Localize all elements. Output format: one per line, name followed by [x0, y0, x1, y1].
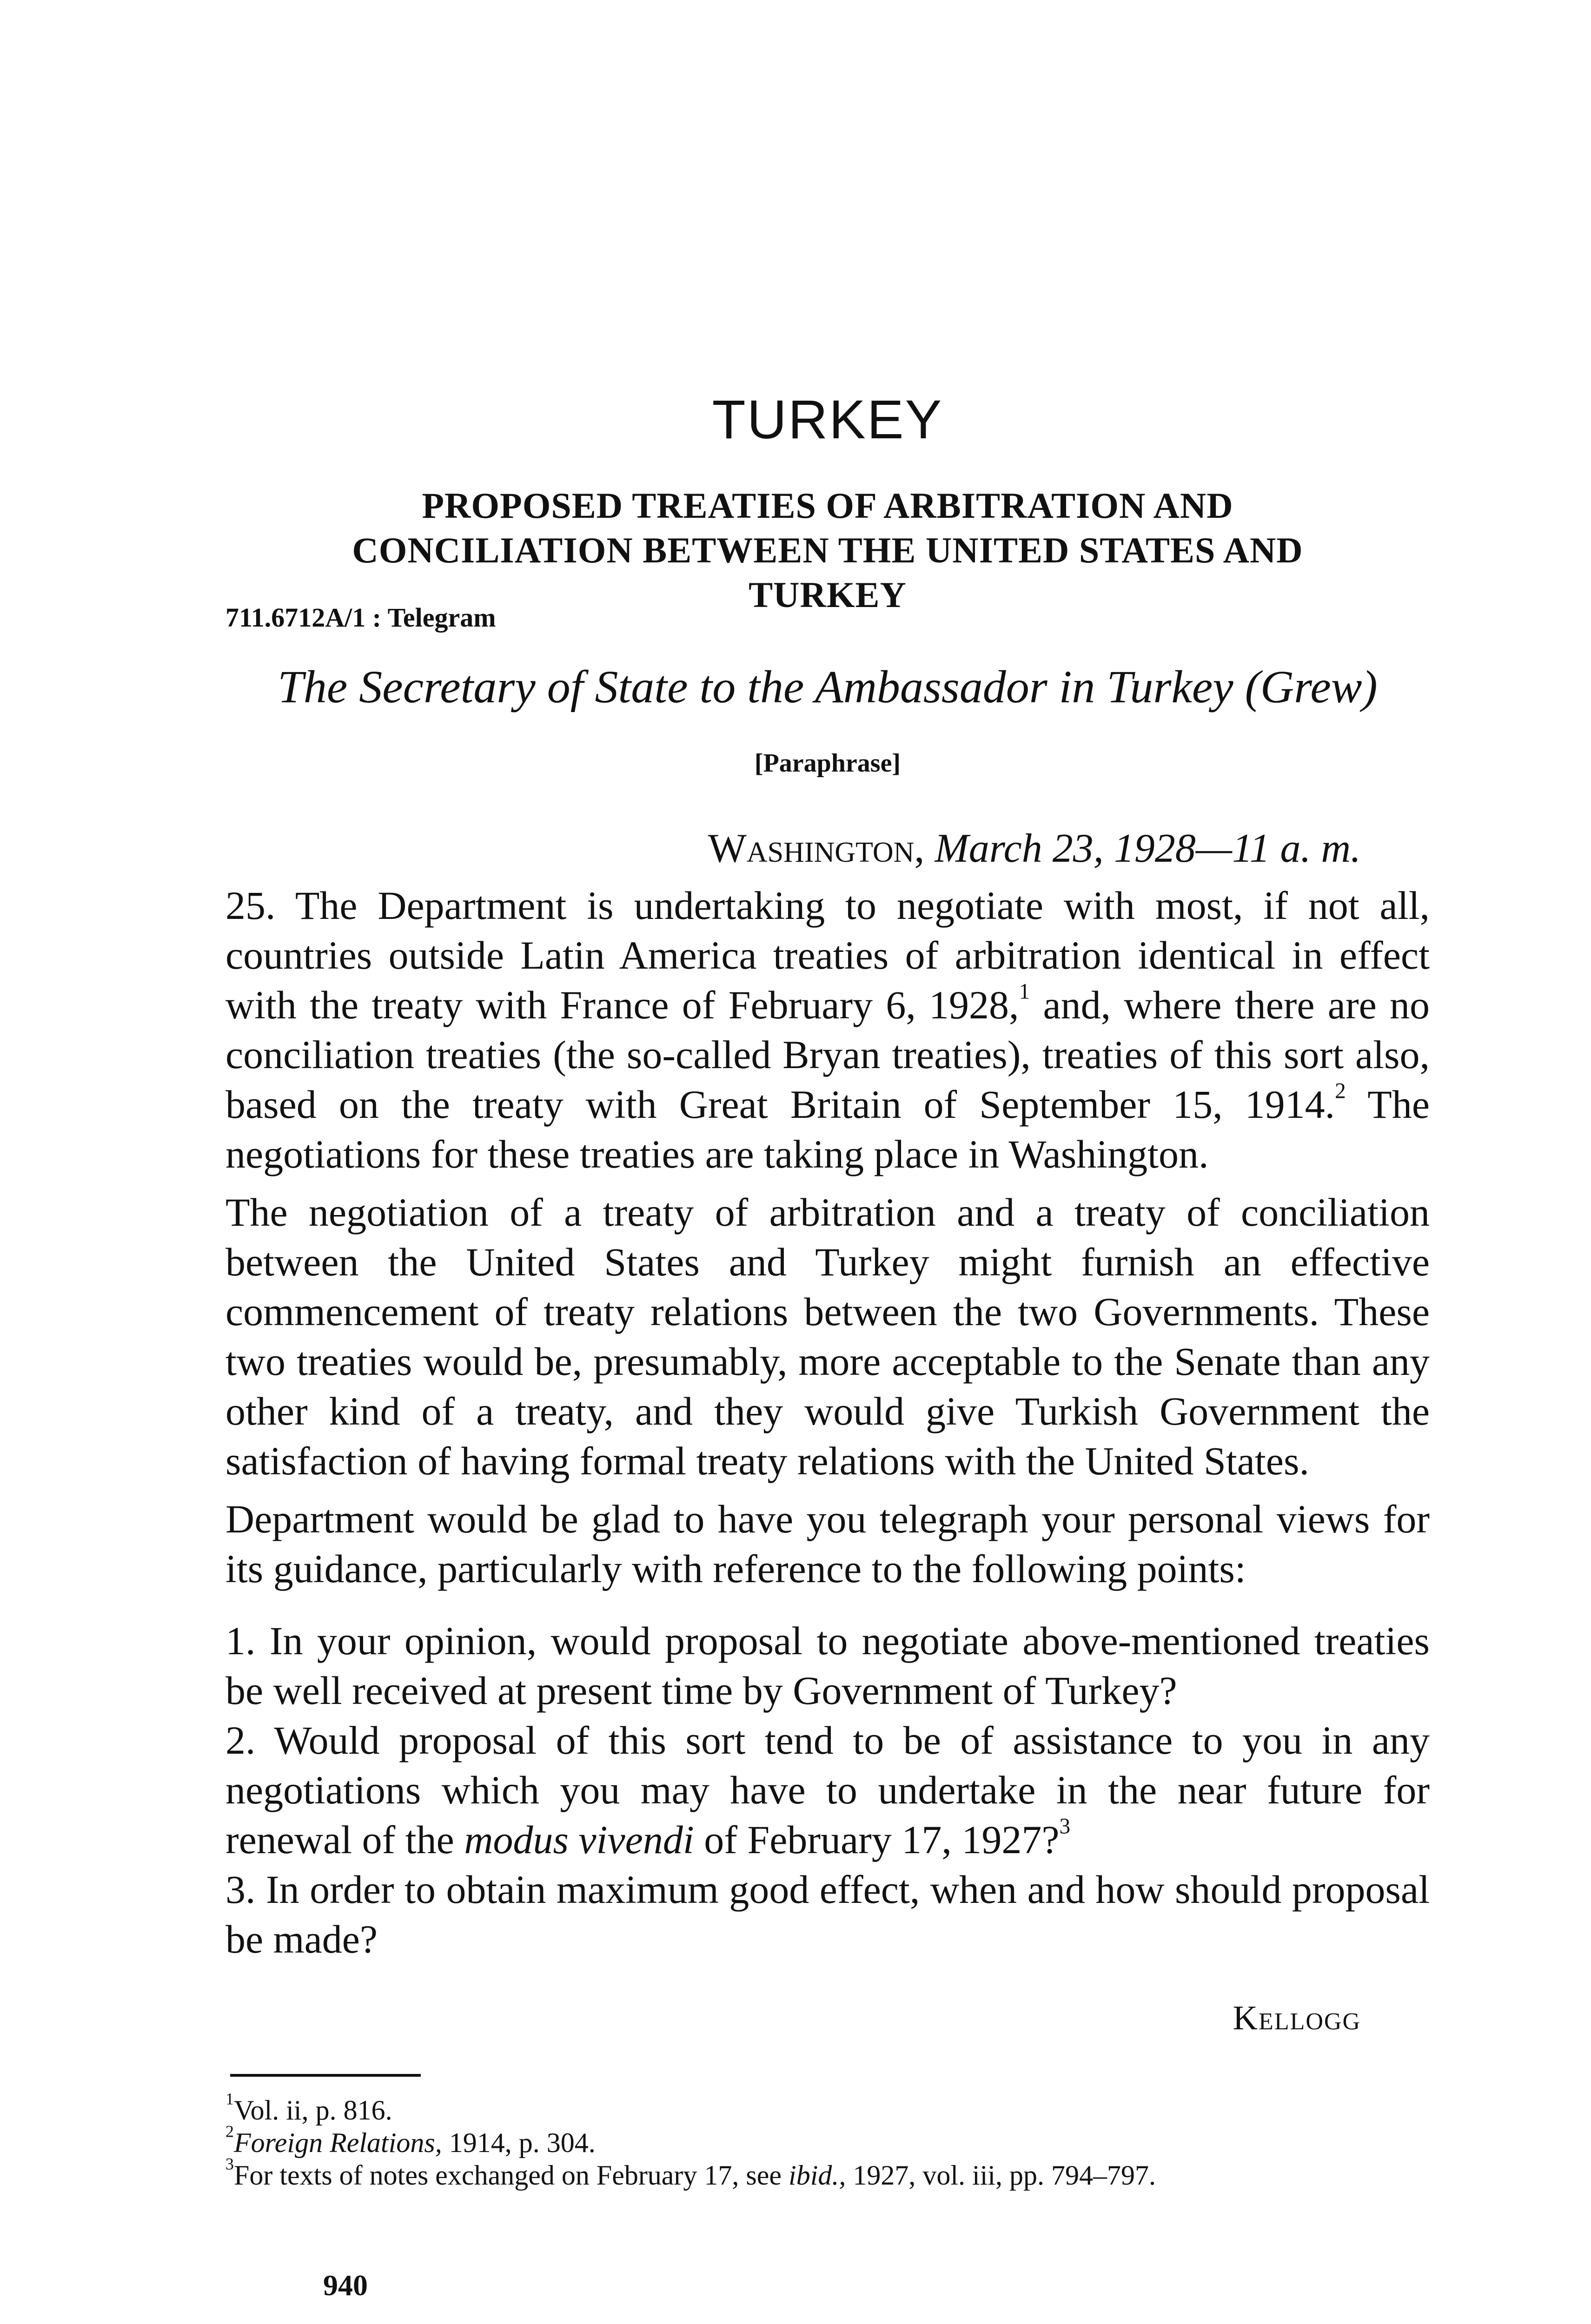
question-2-part-b: of February 17, 1927? [694, 1817, 1060, 1862]
paraphrase-label: [Paraphrase] [754, 749, 901, 778]
question-2 [225, 1716, 1430, 1865]
paragraph-3: Department would be glad to have you telegraph your personal views for its guidance, particularly with reference to the following points: [225, 1497, 1430, 1591]
telegram-body [225, 881, 1430, 1964]
paragraph-1-part-b: and, where there are no conciliation treaties (the so-called Bryan treaties), treaties of this sort also, based on the treaty with Great Britain of September 15, 1914. [225, 983, 1430, 1127]
footnote-ref-1: 1 [1019, 979, 1030, 1004]
subject-heading: PROPOSED TREATIES OF ARBITRATION AND CONCILIATION BETWEEN THE UNITED STATES AND TURKEY [352, 485, 1303, 615]
footnote-2 [225, 2122, 1430, 2159]
footnote-3-text-b: 1927, vol. iii, pp. 794–797. [846, 2160, 1156, 2191]
footnote-3-number: 3 [225, 2154, 234, 2173]
question-1: 1. In your opinion, would proposal to negotiate above-mentioned treaties be well received at present time by Government of Turkey? [225, 1618, 1430, 1713]
paragraph-1 [225, 881, 1430, 1179]
question-3: 3. In order to obtain maximum good effect, when and how should proposal be made? [225, 1867, 1430, 1961]
footnote-2-number: 2 [225, 2122, 234, 2141]
dateline-date: March 23, 1928—11 a. m. [935, 826, 1361, 871]
file-reference: 711.6712A/1 : Telegram [225, 602, 496, 633]
question-2-part-a: 2. Would proposal of this sort tend to be of assistance to you in any negotiations which you may have to undertake in the near future for renewal of the [225, 1718, 1430, 1862]
dateline-place: Washington, [708, 826, 925, 871]
paragraph-1-part-c: The negotiations for these treaties are taking place in Washington. [225, 1082, 1430, 1176]
footnote-3 [225, 2154, 1430, 2192]
footnote-ref-3: 3 [1059, 1814, 1071, 1839]
footnote-2-text: 1914, p. 304. [442, 2127, 596, 2158]
paragraph-1-part-a: 25. The Department is undertaking to negotiate with most, if not all, countries outside Latin America treaties of arbitration identical in effect with the treaty with France of February 6, 1928, [225, 883, 1430, 1027]
footnote-1-text: Vol. ii, p. 816. [234, 2095, 392, 2126]
signature: Kellogg [1233, 1999, 1361, 2037]
footnotes [225, 2089, 1430, 2192]
footnote-1-number: 1 [225, 2089, 234, 2108]
footnote-2-italic: Foreign Relations, [234, 2127, 442, 2158]
page-number: 940 [323, 2269, 368, 2302]
document-title: The Secretary of State to the Ambassador in Turkey (Grew) [278, 661, 1378, 713]
dateline [708, 825, 1361, 872]
footnote-ref-2: 2 [1335, 1079, 1346, 1103]
paragraph-2: The negotiation of a treaty of arbitration and a treaty of conciliation between the United States and Turkey might furnish an effective commencement of treaty relations between the two Governments. These two treaties would be, presumably, more acceptable to the Senate than any other kind of a treaty, and they would give Turkish Government the satisfaction of having formal treaty relations with the United States. [225, 1190, 1430, 1483]
footnote-3-italic: ibid., [789, 2160, 846, 2191]
footnote-divider [230, 2074, 421, 2077]
question-2-italic: modus vivendi [464, 1817, 694, 1862]
footnote-1 [225, 2089, 1430, 2126]
section-heading-country: TURKEY [712, 389, 943, 450]
footnote-3-text-a: For texts of notes exchanged on February 17, see [234, 2160, 789, 2191]
